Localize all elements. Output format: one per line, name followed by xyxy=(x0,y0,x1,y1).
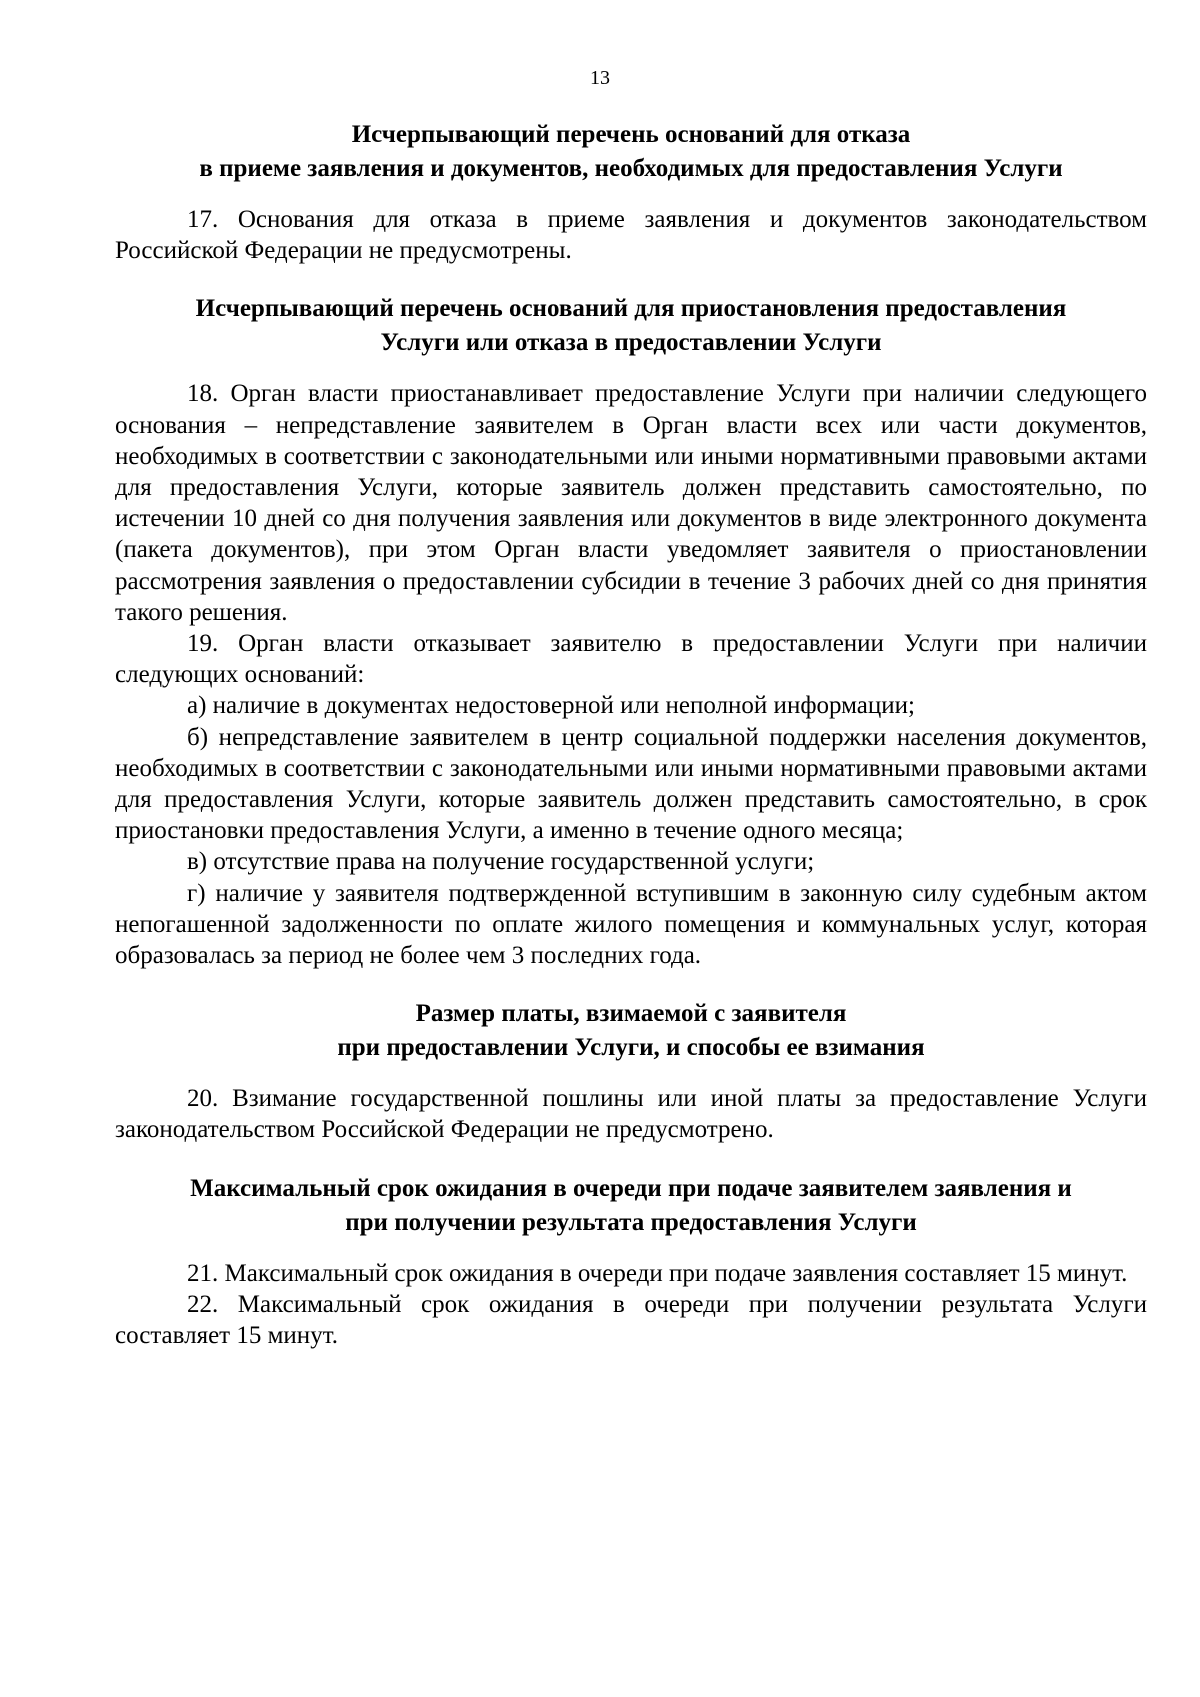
list-item-v: в) отсутствие права на получение государственной услуги; xyxy=(187,848,815,876)
section-queue-time xyxy=(115,1172,1147,1352)
section-fee xyxy=(115,997,1147,1145)
paragraph-20: 20. Взимание государственной пошлины или иной платы за предоставление Услуги законодательством Российской Федерации не предусмотрено. xyxy=(115,1085,1147,1144)
section-heading-line: при предоставлении Услуги, и способы ее взимания xyxy=(337,1034,925,1062)
section-heading-line: Максимальный срок ожидания в очереди при подаче заявителем заявления и xyxy=(190,1174,1072,1202)
paragraph-19: 19. Орган власти отказывает заявителю в предоставлении Услуги при наличии следующих оснований: xyxy=(115,630,1147,689)
paragraph-18: 18. Орган власти приостанавливает предоставление Услуги при наличии следующего основания – непредставление заявителем в Орган власти всех или части документов, необходимых в соответствии с законодательными или иными нормативными правовыми актами для предоставления Услуги, которые заявитель должен представить самостоятельно, по истечении 10 дней со дня получения заявления или документов в виде электронного документа (пакета документов), при этом Орган власти уведомляет заявителя о приостановлении рассмотрения заявления о предоставлении субсидии в течение 3 рабочих дней со дня принятия такого решения. xyxy=(115,380,1147,626)
section-heading-line: в приеме заявления и документов, необходимых для предоставления Услуги xyxy=(199,155,1063,182)
list-item-g: г) наличие у заявителя подтвержденной вступившим в законную силу судебным актом непогашенной задолженности по оплате жилого помещения и коммунальных услуг, которая образовалась за период не более чем 3 последних года. xyxy=(115,879,1147,970)
list-item-b: б) непредставление заявителем в центр социальной поддержки населения документов, необходимых в соответствии с законодательными или иными нормативными правовыми актами для предоставления Услуги, которые заявитель должен представить самостоятельно, в срок приостановки предоставления Услуги, а именно в течение одного месяца; xyxy=(115,723,1147,845)
section-heading-line: Исчерпывающий перечень оснований для приостановления предоставления xyxy=(195,295,1067,323)
section-refusal-to-accept xyxy=(115,118,1147,266)
section-heading-line: Размер платы, взимаемой с заявителя xyxy=(415,1000,847,1028)
document-body xyxy=(115,118,1147,1351)
section-heading-line: при получении результата предоставления Услуги xyxy=(345,1208,917,1236)
section-suspension-or-refusal xyxy=(115,292,1147,971)
paragraph-22: 22. Максимальный срок ожидания в очереди при получении результата Услуги составляет 15 минут. xyxy=(115,1290,1147,1350)
list-item-a: а) наличие в документах недостоверной или неполной информации; xyxy=(187,692,915,720)
section-heading-line: Услуги или отказа в предоставлении Услуги xyxy=(380,329,882,357)
page-number: 13 xyxy=(590,67,610,89)
paragraph-17: 17. Основания для отказа в приеме заявления и документов законодательством Российской Федерации не предусмотрены. xyxy=(115,206,1147,265)
section-heading-line: Исчерпывающий перечень оснований для отказа xyxy=(351,121,911,148)
paragraph-21: 21. Максимальный срок ожидания в очереди при подаче заявления составляет 15 минут. xyxy=(187,1259,1128,1287)
